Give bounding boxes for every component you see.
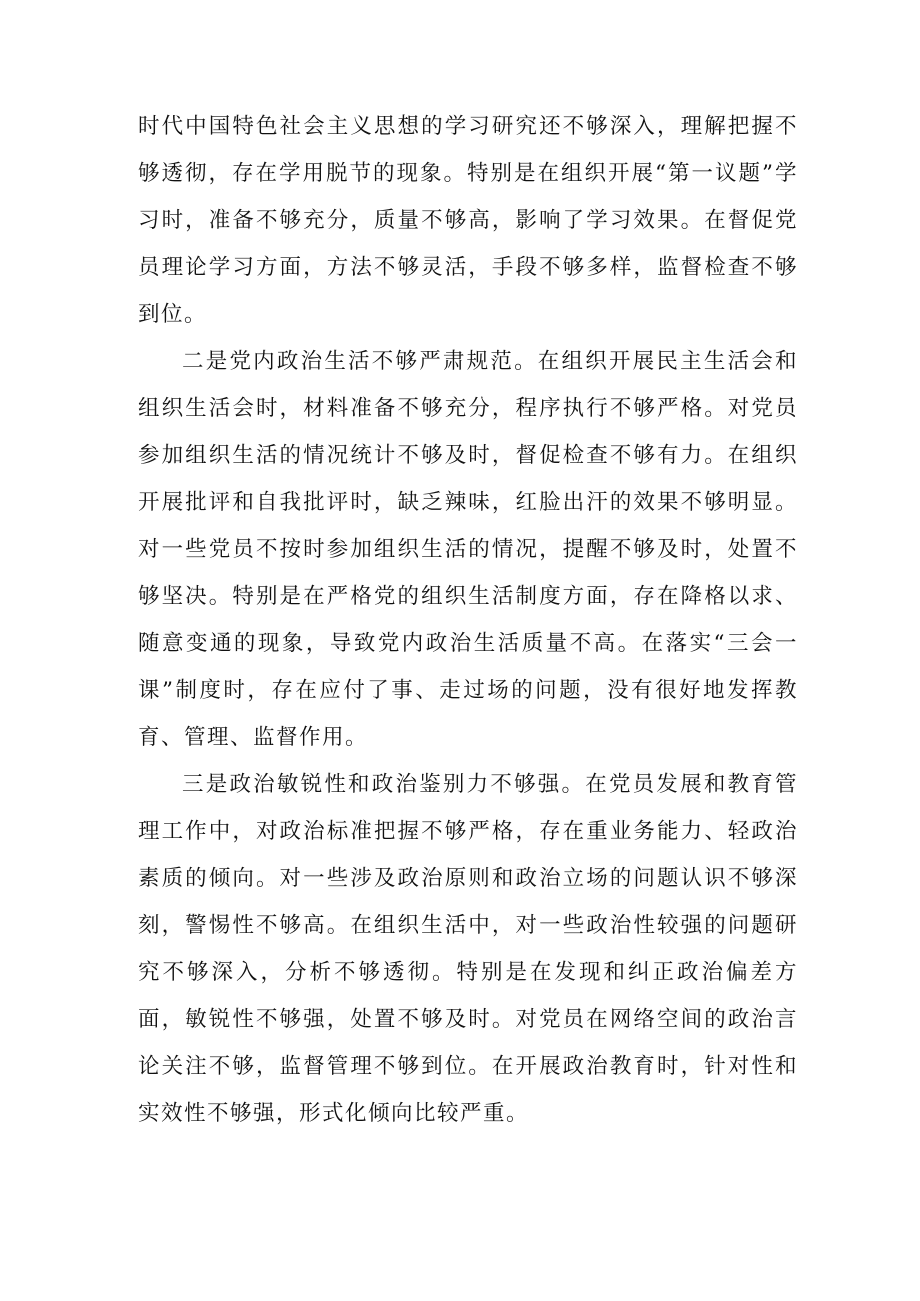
- document-body: [138, 103, 798, 1137]
- paragraph-political-sensitivity: 三是政治敏锐性和政治鉴别力不够强。在党员发展和教育管理工作中，对政治标准把握不够严格，存在重业务能力、轻政治素质的倾向。对一些涉及政治原则和政治立场的问题认识不够深刻，警惕性不够高。在组织生活中，对一些政治性较强的问题研究不够深入，分析不够透彻。特别是在发现和纠正政治偏差方面，敏锐性不够强，处置不够及时。对党员在网络空间的政治言论关注不够，监督管理不够到位。在开展政治教育时，针对性和实效性不够强，形式化倾向比较严重。: [138, 772, 798, 1126]
- paragraph-continuation: 时代中国特色社会主义思想的学习研究还不够深入，理解把握不够透彻，存在学用脱节的现象。特别是在组织开展“第一议题”学习时，准备不够充分，质量不够高，影响了学习效果。在督促党员理论学习方面，方法不够灵活，手段不够多样，监督检查不够到位。: [138, 114, 798, 327]
- paragraph-party-political-life: 二是党内政治生活不够严肃规范。在组织开展民主生活会和组织生活会时，材料准备不够充分，程序执行不够严格。对党员参加组织生活的情况统计不够及时，督促检查不够有力。在组织开展批评和自我批评时，缺乏辣味，红脸出汗的效果不够明显。对一些党员不按时参加组织生活的情况，提醒不够及时，处置不够坚决。特别是在严格党的组织生活制度方面，存在降格以求、随意变通的现象，导致党内政治生活质量不高。在落实“三会一课”制度时，存在应付了事、走过场的问题，没有很好地发挥教育、管理、监督作用。: [138, 349, 798, 750]
